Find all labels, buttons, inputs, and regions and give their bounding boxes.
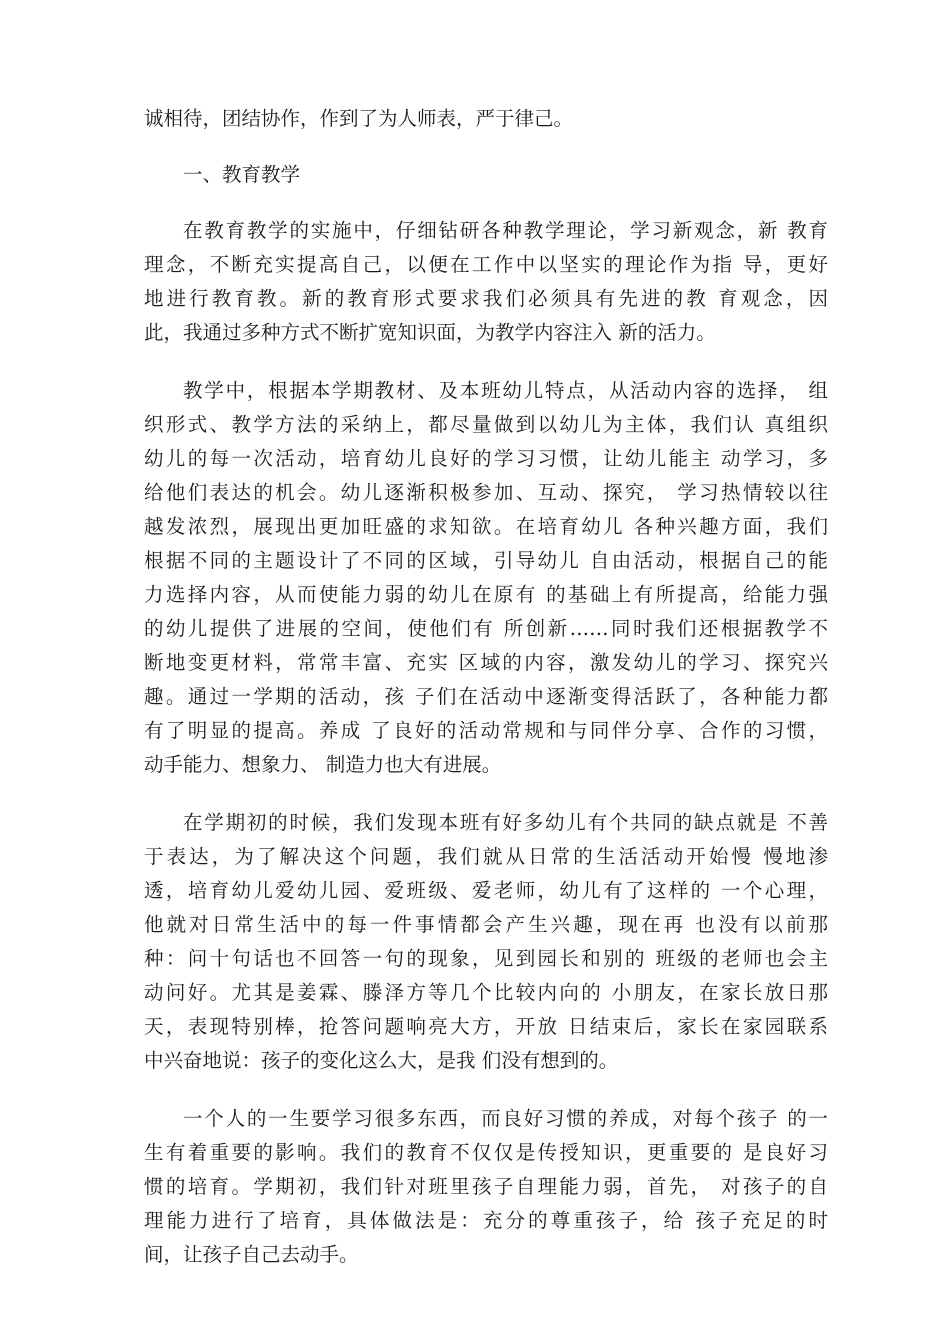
paragraph-line: 力选择内容，从而使能力弱的幼儿在原有 的基础上有所提高，给能力强 (144, 583, 828, 606)
paragraph-line: 于表达，为了解决这个问题，我们就从日常的生活活动开始慢 慢地渗 (144, 845, 828, 868)
paragraph-line: 根据不同的主题设计了不同的区域，引导幼儿 自由活动，根据自己的能 (144, 549, 828, 572)
paragraph-line: 织形式、教学方法的采纳上，都尽量做到以幼儿为主体，我们认 真组织 (144, 413, 828, 436)
paragraph-line: 此，我通过多种方式不断扩宽知识面，为教学内容注入 新的活力。 (144, 321, 716, 344)
paragraph-line: 越发浓烈，展现出更加旺盛的求知欲。在培育幼儿 各种兴趣方面，我们 (144, 515, 828, 538)
paragraph-line: 动问好。尤其是姜霖、滕泽方等几个比较内向的 小朋友，在家长放日那 (144, 981, 828, 1004)
document-page (144, 102, 828, 1272)
paragraph-line: 在教育教学的实施中，仔细钻研各种教学理论，学习新观念，新 教育 (183, 219, 828, 242)
paragraph-line: 给他们表达的机会。幼儿逐渐积极参加、互动、探究， 学习热情较以往 (144, 481, 828, 504)
paragraph-line: 间，让孩子自己去动手。 (144, 1243, 359, 1266)
paragraph-line: 天，表现特别棒，抢答问题响亮大方，开放 日结束后，家长在家园联系 (144, 1015, 828, 1038)
paragraph-line: 透，培育幼儿爱幼儿园、爱班级、爱老师，幼儿有了这样的 一个心理， (144, 879, 828, 902)
paragraph-line: 生有着重要的影响。我们的教育不仅仅是传授知识，更重要的 是良好习 (144, 1141, 828, 1164)
paragraph (144, 806, 828, 1078)
opening-line: 诚相待，团结协作，作到了为人师表，严于律己。 (144, 107, 574, 130)
paragraph-line: 中兴奋地说：孩子的变化这么大，是我 们没有想到的。 (144, 1049, 619, 1072)
paragraph-line: 教学中，根据本学期教材、及本班幼儿特点，从活动内容的选择， 组 (183, 379, 828, 402)
paragraph-line: 理念，不断充实提高自己，以便在工作中以坚实的理论作为指 导，更好 (144, 253, 828, 276)
paragraph (144, 1102, 828, 1272)
paragraph-line: 断地变更材料，常常丰富、充实 区域的内容，激发幼儿的学习、探究兴 (144, 651, 828, 674)
paragraph-line: 动手能力、想象力、 制造力也大有进展。 (144, 753, 502, 776)
paragraph-line: 理能力进行了培育，具体做法是：充分的尊重孩子，给 孩子充足的时 (144, 1209, 828, 1232)
paragraph-line: 趣。通过一学期的活动，孩 子们在活动中逐渐变得活跃了，各种能力都 (144, 685, 828, 708)
paragraph (144, 374, 828, 782)
paragraph-line: 种：问十句话也不回答一句的现象，见到园长和别的 班级的老师也会主 (144, 947, 828, 970)
paragraph-line: 的幼儿提供了进展的空间，使他们有 所创新……同时我们还根据教学不 (144, 617, 828, 640)
paragraph-line: 有了明显的提高。养成 了良好的活动常规和与同伴分享、合作的习惯， (144, 719, 828, 742)
paragraph-line: 一个人的一生要学习很多东西，而良好习惯的养成，对每个孩子 的一 (183, 1107, 828, 1130)
paragraph-line: 在学期初的时候，我们发现本班有好多幼儿有个共同的缺点就是 不善 (183, 811, 828, 834)
paragraph-line: 惯的培育。学期初，我们针对班里孩子自理能力弱，首先， 对孩子的自 (144, 1175, 828, 1198)
paragraph-line: 他就对日常生活中的每一件事情都会产生兴趣，现在再 也没有以前那 (144, 913, 828, 936)
paragraph-line: 地进行教育教。新的教育形式要求我们必须具有先进的教 育观念，因 (144, 287, 828, 310)
section-heading: 一、教育教学 (183, 163, 301, 186)
paragraph (144, 214, 828, 350)
paragraph-line: 幼儿的每一次活动，培育幼儿良好的学习习惯，让幼儿能主 动学习，多 (144, 447, 828, 470)
